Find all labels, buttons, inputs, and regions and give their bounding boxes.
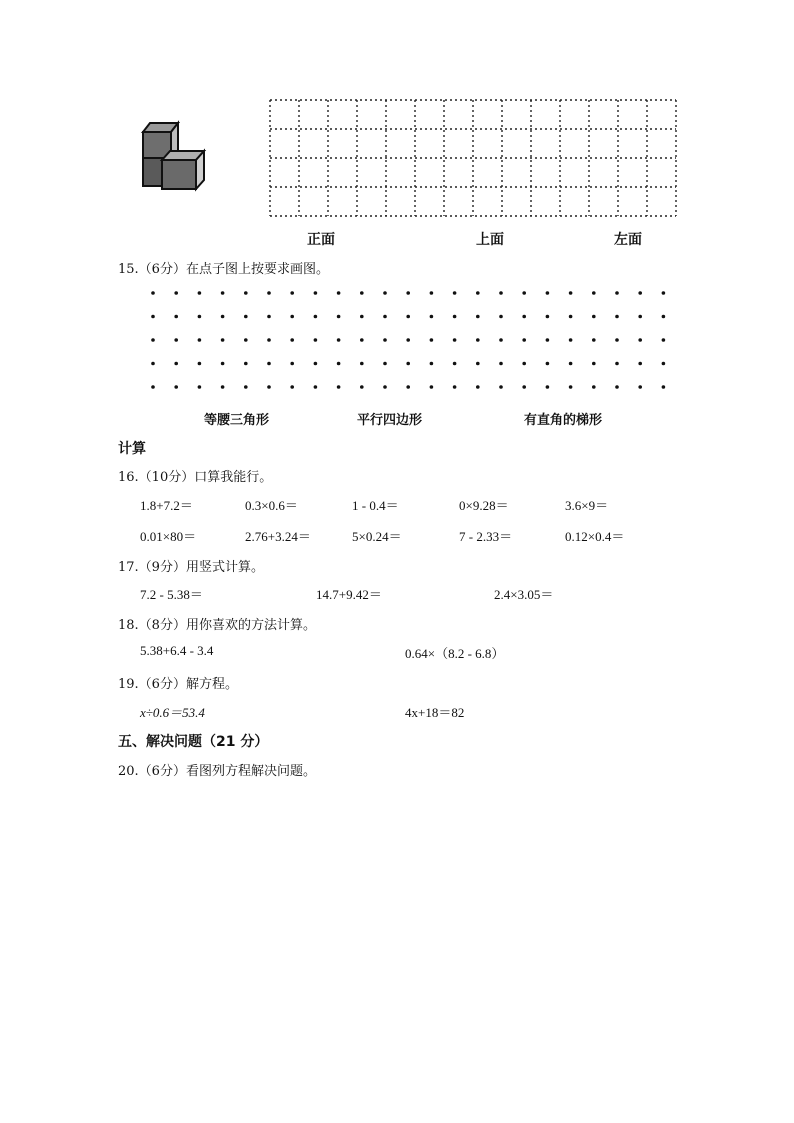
grid-dot — [476, 362, 480, 366]
grid-dot — [383, 315, 387, 319]
grid-dot — [314, 385, 318, 389]
grid-dot — [360, 291, 364, 295]
grid-dot — [546, 362, 550, 366]
question-16: 16.（10分）口算我能行。 — [118, 470, 273, 485]
grid-dot — [151, 362, 155, 366]
grid-dot — [360, 385, 364, 389]
grid-dot — [453, 315, 457, 319]
grid-dot — [499, 315, 503, 319]
grid-dot — [522, 362, 526, 366]
grid-dot — [499, 385, 503, 389]
grid-dot — [569, 385, 573, 389]
grid-dot — [383, 291, 387, 295]
grid-dot — [174, 362, 178, 366]
grid-dot — [615, 362, 619, 366]
oral-calc-item: 7 - 2.33＝ — [459, 529, 513, 544]
grid-dot — [198, 385, 202, 389]
grid-dot — [638, 385, 642, 389]
grid-dot — [267, 362, 271, 366]
grid-dot — [337, 362, 341, 366]
grid-dot — [453, 291, 457, 295]
front-view-label: 正面 — [307, 232, 335, 248]
grid-dot — [662, 291, 666, 295]
grid-dot — [499, 362, 503, 366]
grid-dot — [290, 291, 294, 295]
top-view-label: 上面 — [476, 232, 504, 248]
grid-dot — [569, 338, 573, 342]
grid-dot — [638, 291, 642, 295]
left-view-label: 左面 — [614, 232, 642, 248]
grid-dot — [662, 315, 666, 319]
grid-dot — [638, 338, 642, 342]
grid-dot — [290, 315, 294, 319]
grid-dot — [406, 338, 410, 342]
grid-dot — [522, 291, 526, 295]
oral-calc-item: 0.01×80＝ — [140, 529, 197, 544]
grid-dot — [383, 385, 387, 389]
simplify-calc-item: 0.64×（8.2 - 6.8） — [405, 646, 505, 661]
grid-dot — [267, 291, 271, 295]
grid-dot — [290, 385, 294, 389]
grid-dot — [151, 338, 155, 342]
grid-dot — [244, 385, 248, 389]
grid-dot — [569, 362, 573, 366]
isosceles-triangle-label: 等腰三角形 — [204, 413, 270, 428]
grid-dot — [151, 385, 155, 389]
oral-calc-item: 5×0.24＝ — [352, 529, 402, 544]
grid-dot — [662, 385, 666, 389]
grid-dot — [174, 338, 178, 342]
grid-dot — [569, 315, 573, 319]
grid-dot — [476, 338, 480, 342]
cube-figure — [138, 118, 212, 196]
question-19: 19.（6分）解方程。 — [118, 677, 238, 692]
grid-dot — [244, 338, 248, 342]
question-18: 18.（8分）用你喜欢的方法计算。 — [118, 618, 316, 633]
grid-dot — [406, 362, 410, 366]
grid-dot — [314, 362, 318, 366]
grid-dot — [476, 385, 480, 389]
grid-dot — [406, 315, 410, 319]
grid-dot — [174, 291, 178, 295]
grid-dot — [337, 291, 341, 295]
grid-dot — [314, 291, 318, 295]
grid-dot — [546, 338, 550, 342]
oral-calc-item: 0.12×0.4＝ — [565, 529, 625, 544]
equation-item: x÷0.6＝53.4 — [140, 705, 205, 720]
grid-dot — [453, 385, 457, 389]
grid-dot — [522, 315, 526, 319]
grid-dot — [638, 315, 642, 319]
grid-dot — [430, 362, 434, 366]
grid-dot — [267, 315, 271, 319]
grid-dot — [337, 338, 341, 342]
grid-dot — [430, 315, 434, 319]
grid-dot — [476, 291, 480, 295]
grid-dot — [267, 385, 271, 389]
grid-dot — [546, 315, 550, 319]
dotted-drawing-grid[interactable] — [268, 97, 680, 219]
grid-dot — [360, 315, 364, 319]
grid-dot — [662, 362, 666, 366]
question-20: 20.（6分）看图列方程解决问题。 — [118, 764, 316, 779]
grid-dot — [615, 385, 619, 389]
section-five-heading: 五、解决问题（21 分） — [118, 734, 269, 750]
oral-calc-item: 3.6×9＝ — [565, 498, 609, 513]
grid-dot — [638, 362, 642, 366]
grid-dot — [592, 315, 596, 319]
equation-item: 4x+18＝82 — [405, 705, 465, 720]
grid-dot — [546, 291, 550, 295]
grid-dot — [430, 291, 434, 295]
grid-dot — [221, 315, 225, 319]
grid-dot — [221, 291, 225, 295]
grid-dot — [221, 338, 225, 342]
grid-dot — [592, 362, 596, 366]
grid-dot — [267, 338, 271, 342]
grid-dot — [522, 385, 526, 389]
grid-dot — [615, 291, 619, 295]
grid-dot — [615, 338, 619, 342]
grid-dot — [221, 385, 225, 389]
grid-dot — [290, 338, 294, 342]
grid-dot — [476, 315, 480, 319]
oral-calc-item: 1.8+7.2＝ — [140, 498, 193, 513]
grid-dot — [337, 385, 341, 389]
grid-dot — [499, 338, 503, 342]
grid-dot — [198, 315, 202, 319]
grid-dot — [151, 291, 155, 295]
dot-paper[interactable] — [148, 288, 678, 394]
grid-dot — [174, 385, 178, 389]
grid-dot — [615, 315, 619, 319]
vertical-calc-item: 7.2 - 5.38＝ — [140, 587, 203, 602]
grid-dot — [198, 338, 202, 342]
grid-dot — [360, 338, 364, 342]
grid-dot — [592, 338, 596, 342]
grid-dot — [453, 362, 457, 366]
grid-dot — [406, 385, 410, 389]
right-trapezoid-label: 有直角的梯形 — [524, 413, 603, 428]
grid-dot — [592, 291, 596, 295]
grid-dot — [314, 315, 318, 319]
grid-dot — [198, 291, 202, 295]
grid-dot — [430, 338, 434, 342]
oral-calc-item: 2.76+3.24＝ — [245, 529, 311, 544]
grid-dot — [151, 315, 155, 319]
grid-dot — [244, 362, 248, 366]
vertical-calc-item: 14.7+9.42＝ — [316, 587, 382, 602]
grid-dot — [174, 315, 178, 319]
question-17: 17.（9分）用竖式计算。 — [118, 560, 264, 575]
oral-calc-item: 0.3×0.6＝ — [245, 498, 298, 513]
grid-dot — [546, 385, 550, 389]
grid-dot — [360, 362, 364, 366]
grid-dot — [522, 338, 526, 342]
grid-dot — [244, 315, 248, 319]
grid-dot — [221, 362, 225, 366]
grid-dot — [406, 291, 410, 295]
question-15: 15.（6分）在点子图上按要求画图。 — [118, 262, 329, 277]
section-calc-heading: 计算 — [118, 441, 146, 457]
vertical-calc-item: 2.4×3.05＝ — [494, 587, 554, 602]
grid-dot — [662, 338, 666, 342]
grid-dot — [198, 362, 202, 366]
grid-dot — [453, 338, 457, 342]
grid-dot — [314, 338, 318, 342]
grid-dot — [569, 291, 573, 295]
oral-calc-item: 0×9.28＝ — [459, 498, 509, 513]
grid-dot — [592, 385, 596, 389]
parallelogram-label: 平行四边形 — [357, 413, 423, 428]
simplify-calc-item: 5.38+6.4 - 3.4 — [140, 643, 214, 658]
oral-calc-item: 1 - 0.4＝ — [352, 498, 399, 513]
grid-dot — [244, 291, 248, 295]
grid-dot — [430, 385, 434, 389]
grid-dot — [290, 362, 294, 366]
grid-dot — [383, 362, 387, 366]
grid-dot — [337, 315, 341, 319]
grid-dot — [499, 291, 503, 295]
grid-dot — [383, 338, 387, 342]
